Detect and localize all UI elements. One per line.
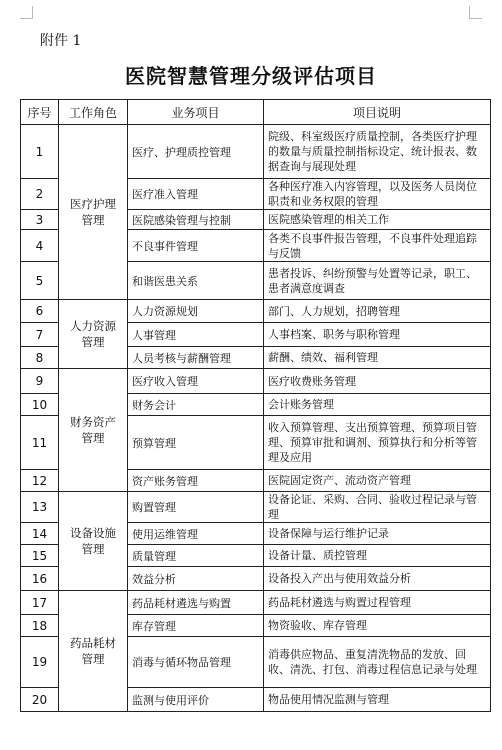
table-row	[21, 125, 491, 179]
work-role-line: 管理	[81, 431, 105, 445]
business-item: 资产账务管理	[128, 470, 264, 492]
row-number: 5	[21, 262, 59, 300]
business-item: 不良事件管理	[128, 230, 264, 262]
business-item: 购置管理	[128, 492, 264, 523]
business-item: 医疗收入管理	[128, 369, 264, 394]
work-role-line: 医疗护理	[70, 197, 116, 211]
row-number: 12	[21, 470, 59, 492]
crop-mark-top-left	[20, 6, 33, 19]
row-number: 15	[21, 545, 59, 567]
table-row	[21, 300, 491, 323]
business-item: 人事管理	[128, 323, 264, 347]
work-role-cell	[59, 369, 128, 492]
row-number: 1	[21, 125, 59, 179]
item-description: 设备保障与运行维护记录	[264, 523, 491, 545]
business-item: 预算管理	[128, 416, 264, 470]
row-number: 10	[21, 394, 59, 416]
business-item: 医院感染管理与控制	[128, 210, 264, 230]
row-number: 4	[21, 230, 59, 262]
item-description: 设备投入产出与使用效益分析	[264, 567, 491, 591]
business-item: 库存管理	[128, 615, 264, 637]
table-header-row	[21, 100, 491, 125]
business-item: 质量管理	[128, 545, 264, 567]
item-description: 设备计量、质控管理	[264, 545, 491, 567]
business-item: 药品耗材遴选与购置	[128, 591, 264, 615]
business-item: 医疗、护理质控管理	[128, 125, 264, 179]
item-description: 设备论证、采购、合同、验收过程记录与管理	[264, 492, 491, 523]
row-number: 8	[21, 347, 59, 369]
column-header-description: 项目说明	[264, 100, 491, 125]
item-description: 医疗收费账务管理	[264, 369, 491, 394]
item-description: 部门、人力规划，招聘管理	[264, 300, 491, 323]
business-item: 人力资源规划	[128, 300, 264, 323]
item-description: 药品耗材遴选与购置过程管理	[264, 591, 491, 615]
work-role-cell	[59, 591, 128, 712]
business-item: 监测与使用评价	[128, 688, 264, 712]
table-row	[21, 492, 491, 523]
item-description: 薪酬、绩效、福利管理	[264, 347, 491, 369]
item-description: 医院固定资产、流动资产管理	[264, 470, 491, 492]
item-description: 各类不良事件报告管理，不良事件处理追踪与反馈	[264, 230, 491, 262]
work-role-line: 管理	[81, 542, 105, 556]
row-number: 9	[21, 369, 59, 394]
column-header-number: 序号	[21, 100, 59, 125]
item-description: 物品使用情况监测与管理	[264, 688, 491, 712]
item-description: 消毒供应物品、重复清洗物品的发放、回收、清洗、打包、消毒过程信息记录与处理	[264, 637, 491, 688]
work-role-cell	[59, 125, 128, 300]
column-header-role: 工作角色	[59, 100, 128, 125]
row-number: 20	[21, 688, 59, 712]
item-description: 院级、科室级医疗质量控制，各类医疗护理的数量与质量控制指标设定、统计报表、数据查询与展现处理	[264, 125, 491, 179]
business-item: 和谐医患关系	[128, 262, 264, 300]
row-number: 13	[21, 492, 59, 523]
work-role-line: 管理	[81, 213, 105, 227]
business-item: 人员考核与薪酬管理	[128, 347, 264, 369]
business-item: 使用运维管理	[128, 523, 264, 545]
row-number: 16	[21, 567, 59, 591]
column-header-item: 业务项目	[128, 100, 264, 125]
row-number: 19	[21, 637, 59, 688]
attachment-label: 附件 1	[40, 33, 82, 49]
work-role-line: 人力资源	[70, 319, 116, 333]
crop-mark-top-right	[469, 6, 482, 19]
row-number: 6	[21, 300, 59, 323]
row-number: 18	[21, 615, 59, 637]
business-item: 财务会计	[128, 394, 264, 416]
evaluation-items-table	[20, 99, 491, 712]
item-description: 患者投诉、纠纷预警与处置等记录，职工、患者满意度调查	[264, 262, 491, 300]
row-number: 11	[21, 416, 59, 470]
row-number: 7	[21, 323, 59, 347]
item-description: 各种医疗准入内容管理，以及医务人员岗位职责和业务权限的管理	[264, 179, 491, 210]
table-body	[21, 125, 491, 712]
work-role-cell	[59, 300, 128, 369]
business-item: 效益分析	[128, 567, 264, 591]
row-number: 3	[21, 210, 59, 230]
item-description: 会计账务管理	[264, 394, 491, 416]
table-row	[21, 591, 491, 615]
work-role-line: 管理	[81, 335, 105, 349]
row-number: 14	[21, 523, 59, 545]
row-number: 17	[21, 591, 59, 615]
work-role-line: 药品耗材	[70, 636, 116, 650]
item-description: 医院感染管理的相关工作	[264, 210, 491, 230]
business-item: 医疗准入管理	[128, 179, 264, 210]
work-role-line: 设备设施	[70, 526, 116, 540]
row-number: 2	[21, 179, 59, 210]
item-description: 人事档案、职务与职称管理	[264, 323, 491, 347]
work-role-cell	[59, 492, 128, 591]
work-role-line: 财务资产	[70, 415, 116, 429]
business-item: 消毒与循环物品管理	[128, 637, 264, 688]
document-title: 医院智慧管理分级评估项目	[125, 64, 377, 88]
work-role-line: 管理	[81, 652, 105, 666]
item-description: 物资验收、库存管理	[264, 615, 491, 637]
item-description: 收入预算管理、支出预算管理、预算项目管理、预算审批和调剂、预算执行和分析等管理及应用	[264, 416, 491, 470]
table-row	[21, 369, 491, 394]
